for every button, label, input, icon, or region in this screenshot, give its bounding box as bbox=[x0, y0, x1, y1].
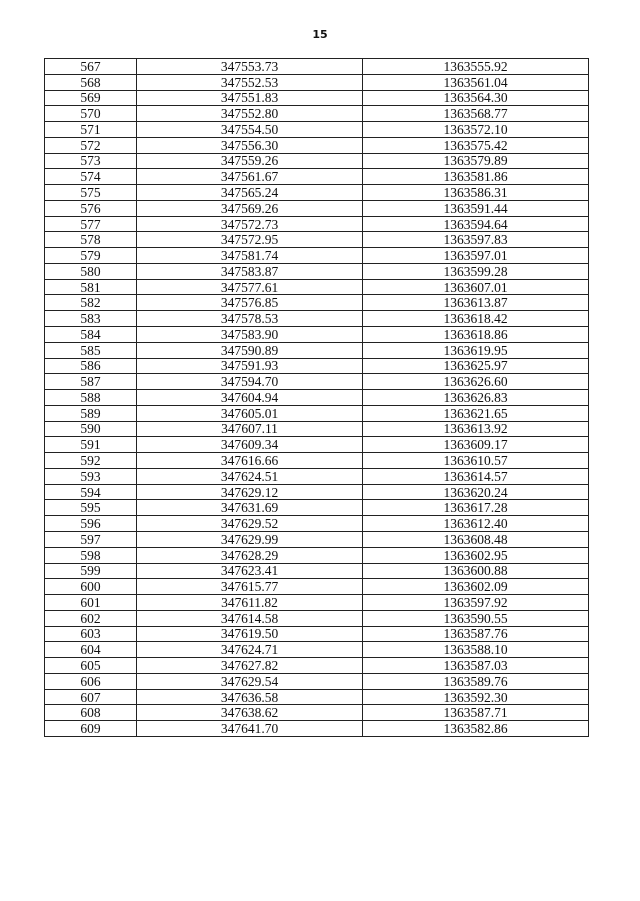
point-number-cell: 607 bbox=[45, 689, 137, 705]
table-row bbox=[45, 90, 589, 106]
y-coordinate-cell: 1363587.76 bbox=[363, 626, 589, 642]
x-coordinate-cell: 347576.85 bbox=[137, 295, 363, 311]
table-row bbox=[45, 626, 589, 642]
x-coordinate-cell: 347572.73 bbox=[137, 216, 363, 232]
point-number-cell: 609 bbox=[45, 721, 137, 737]
y-coordinate-cell: 1363579.89 bbox=[363, 153, 589, 169]
point-number-cell: 597 bbox=[45, 531, 137, 547]
x-coordinate-cell: 347624.71 bbox=[137, 642, 363, 658]
y-coordinate-cell: 1363582.86 bbox=[363, 721, 589, 737]
y-coordinate-cell: 1363610.57 bbox=[363, 453, 589, 469]
y-coordinate-cell: 1363591.44 bbox=[363, 200, 589, 216]
x-coordinate-cell: 347611.82 bbox=[137, 595, 363, 611]
y-coordinate-cell: 1363602.09 bbox=[363, 579, 589, 595]
table-row bbox=[45, 405, 589, 421]
y-coordinate-cell: 1363590.55 bbox=[363, 610, 589, 626]
y-coordinate-cell: 1363555.92 bbox=[363, 59, 589, 75]
table-row bbox=[45, 579, 589, 595]
x-coordinate-cell: 347638.62 bbox=[137, 705, 363, 721]
y-coordinate-cell: 1363594.64 bbox=[363, 216, 589, 232]
y-coordinate-cell: 1363617.28 bbox=[363, 500, 589, 516]
x-coordinate-cell: 347552.80 bbox=[137, 106, 363, 122]
y-coordinate-cell: 1363614.57 bbox=[363, 468, 589, 484]
table-row bbox=[45, 421, 589, 437]
y-coordinate-cell: 1363587.71 bbox=[363, 705, 589, 721]
point-number-cell: 573 bbox=[45, 153, 137, 169]
x-coordinate-cell: 347629.54 bbox=[137, 673, 363, 689]
x-coordinate-cell: 347627.82 bbox=[137, 658, 363, 674]
table-row bbox=[45, 153, 589, 169]
y-coordinate-cell: 1363602.95 bbox=[363, 547, 589, 563]
coordinates-table-body bbox=[45, 59, 589, 737]
x-coordinate-cell: 347629.12 bbox=[137, 484, 363, 500]
x-coordinate-cell: 347554.50 bbox=[137, 122, 363, 138]
x-coordinate-cell: 347615.77 bbox=[137, 579, 363, 595]
y-coordinate-cell: 1363626.60 bbox=[363, 374, 589, 390]
point-number-cell: 598 bbox=[45, 547, 137, 563]
x-coordinate-cell: 347572.95 bbox=[137, 232, 363, 248]
point-number-cell: 604 bbox=[45, 642, 137, 658]
x-coordinate-cell: 347590.89 bbox=[137, 342, 363, 358]
y-coordinate-cell: 1363609.17 bbox=[363, 437, 589, 453]
x-coordinate-cell: 347614.58 bbox=[137, 610, 363, 626]
point-number-cell: 605 bbox=[45, 658, 137, 674]
table-row bbox=[45, 263, 589, 279]
y-coordinate-cell: 1363572.10 bbox=[363, 122, 589, 138]
x-coordinate-cell: 347578.53 bbox=[137, 311, 363, 327]
point-number-cell: 600 bbox=[45, 579, 137, 595]
x-coordinate-cell: 347581.74 bbox=[137, 248, 363, 264]
table-row bbox=[45, 658, 589, 674]
x-coordinate-cell: 347551.83 bbox=[137, 90, 363, 106]
point-number-cell: 577 bbox=[45, 216, 137, 232]
x-coordinate-cell: 347604.94 bbox=[137, 390, 363, 406]
table-row bbox=[45, 484, 589, 500]
point-number-cell: 592 bbox=[45, 453, 137, 469]
y-coordinate-cell: 1363619.95 bbox=[363, 342, 589, 358]
point-number-cell: 575 bbox=[45, 185, 137, 201]
point-number-cell: 570 bbox=[45, 106, 137, 122]
x-coordinate-cell: 347565.24 bbox=[137, 185, 363, 201]
x-coordinate-cell: 347561.67 bbox=[137, 169, 363, 185]
x-coordinate-cell: 347619.50 bbox=[137, 626, 363, 642]
y-coordinate-cell: 1363620.24 bbox=[363, 484, 589, 500]
x-coordinate-cell: 347577.61 bbox=[137, 279, 363, 295]
table-row bbox=[45, 705, 589, 721]
point-number-cell: 572 bbox=[45, 137, 137, 153]
y-coordinate-cell: 1363600.88 bbox=[363, 563, 589, 579]
x-coordinate-cell: 347629.99 bbox=[137, 531, 363, 547]
table-row bbox=[45, 374, 589, 390]
table-row bbox=[45, 673, 589, 689]
table-row bbox=[45, 516, 589, 532]
point-number-cell: 578 bbox=[45, 232, 137, 248]
point-number-cell: 579 bbox=[45, 248, 137, 264]
point-number-cell: 608 bbox=[45, 705, 137, 721]
table-row bbox=[45, 169, 589, 185]
y-coordinate-cell: 1363613.92 bbox=[363, 421, 589, 437]
x-coordinate-cell: 347594.70 bbox=[137, 374, 363, 390]
y-coordinate-cell: 1363588.10 bbox=[363, 642, 589, 658]
y-coordinate-cell: 1363599.28 bbox=[363, 263, 589, 279]
point-number-cell: 595 bbox=[45, 500, 137, 516]
table-row bbox=[45, 689, 589, 705]
point-number-cell: 567 bbox=[45, 59, 137, 75]
x-coordinate-cell: 347605.01 bbox=[137, 405, 363, 421]
x-coordinate-cell: 347569.26 bbox=[137, 200, 363, 216]
table-row bbox=[45, 295, 589, 311]
point-number-cell: 576 bbox=[45, 200, 137, 216]
point-number-cell: 568 bbox=[45, 74, 137, 90]
y-coordinate-cell: 1363607.01 bbox=[363, 279, 589, 295]
table-row bbox=[45, 327, 589, 343]
y-coordinate-cell: 1363597.92 bbox=[363, 595, 589, 611]
y-coordinate-cell: 1363608.48 bbox=[363, 531, 589, 547]
table-row bbox=[45, 232, 589, 248]
point-number-cell: 591 bbox=[45, 437, 137, 453]
table-row bbox=[45, 342, 589, 358]
table-row bbox=[45, 563, 589, 579]
point-number-cell: 599 bbox=[45, 563, 137, 579]
x-coordinate-cell: 347623.41 bbox=[137, 563, 363, 579]
table-row bbox=[45, 106, 589, 122]
y-coordinate-cell: 1363612.40 bbox=[363, 516, 589, 532]
table-row bbox=[45, 453, 589, 469]
point-number-cell: 588 bbox=[45, 390, 137, 406]
table-row bbox=[45, 74, 589, 90]
table-row bbox=[45, 610, 589, 626]
x-coordinate-cell: 347559.26 bbox=[137, 153, 363, 169]
x-coordinate-cell: 347552.53 bbox=[137, 74, 363, 90]
table-row bbox=[45, 642, 589, 658]
table-row bbox=[45, 595, 589, 611]
point-number-cell: 603 bbox=[45, 626, 137, 642]
table-row bbox=[45, 311, 589, 327]
point-number-cell: 571 bbox=[45, 122, 137, 138]
x-coordinate-cell: 347556.30 bbox=[137, 137, 363, 153]
y-coordinate-cell: 1363561.04 bbox=[363, 74, 589, 90]
point-number-cell: 590 bbox=[45, 421, 137, 437]
x-coordinate-cell: 347636.58 bbox=[137, 689, 363, 705]
y-coordinate-cell: 1363626.83 bbox=[363, 390, 589, 406]
table-row bbox=[45, 279, 589, 295]
point-number-cell: 601 bbox=[45, 595, 137, 611]
coordinates-table bbox=[44, 58, 589, 737]
y-coordinate-cell: 1363586.31 bbox=[363, 185, 589, 201]
table-row bbox=[45, 216, 589, 232]
y-coordinate-cell: 1363618.42 bbox=[363, 311, 589, 327]
point-number-cell: 583 bbox=[45, 311, 137, 327]
y-coordinate-cell: 1363564.30 bbox=[363, 90, 589, 106]
y-coordinate-cell: 1363592.30 bbox=[363, 689, 589, 705]
x-coordinate-cell: 347641.70 bbox=[137, 721, 363, 737]
point-number-cell: 596 bbox=[45, 516, 137, 532]
table-row bbox=[45, 248, 589, 264]
y-coordinate-cell: 1363618.86 bbox=[363, 327, 589, 343]
y-coordinate-cell: 1363597.83 bbox=[363, 232, 589, 248]
x-coordinate-cell: 347583.87 bbox=[137, 263, 363, 279]
table-row bbox=[45, 137, 589, 153]
point-number-cell: 589 bbox=[45, 405, 137, 421]
point-number-cell: 586 bbox=[45, 358, 137, 374]
table-row bbox=[45, 468, 589, 484]
point-number-cell: 585 bbox=[45, 342, 137, 358]
table-row bbox=[45, 59, 589, 75]
point-number-cell: 582 bbox=[45, 295, 137, 311]
table-row bbox=[45, 185, 589, 201]
table-row bbox=[45, 547, 589, 563]
x-coordinate-cell: 347631.69 bbox=[137, 500, 363, 516]
table-row bbox=[45, 390, 589, 406]
x-coordinate-cell: 347553.73 bbox=[137, 59, 363, 75]
point-number-cell: 602 bbox=[45, 610, 137, 626]
y-coordinate-cell: 1363568.77 bbox=[363, 106, 589, 122]
table-row bbox=[45, 721, 589, 737]
x-coordinate-cell: 347609.34 bbox=[137, 437, 363, 453]
table-row bbox=[45, 358, 589, 374]
point-number-cell: 581 bbox=[45, 279, 137, 295]
point-number-cell: 593 bbox=[45, 468, 137, 484]
x-coordinate-cell: 347591.93 bbox=[137, 358, 363, 374]
point-number-cell: 606 bbox=[45, 673, 137, 689]
y-coordinate-cell: 1363581.86 bbox=[363, 169, 589, 185]
point-number-cell: 587 bbox=[45, 374, 137, 390]
point-number-cell: 580 bbox=[45, 263, 137, 279]
x-coordinate-cell: 347583.90 bbox=[137, 327, 363, 343]
table-row bbox=[45, 531, 589, 547]
page-number: 15 bbox=[312, 28, 328, 41]
x-coordinate-cell: 347607.11 bbox=[137, 421, 363, 437]
y-coordinate-cell: 1363613.87 bbox=[363, 295, 589, 311]
y-coordinate-cell: 1363621.65 bbox=[363, 405, 589, 421]
table-row bbox=[45, 437, 589, 453]
table-row bbox=[45, 200, 589, 216]
y-coordinate-cell: 1363587.03 bbox=[363, 658, 589, 674]
x-coordinate-cell: 347624.51 bbox=[137, 468, 363, 484]
table-row bbox=[45, 500, 589, 516]
x-coordinate-cell: 347616.66 bbox=[137, 453, 363, 469]
y-coordinate-cell: 1363597.01 bbox=[363, 248, 589, 264]
y-coordinate-cell: 1363575.42 bbox=[363, 137, 589, 153]
x-coordinate-cell: 347629.52 bbox=[137, 516, 363, 532]
point-number-cell: 594 bbox=[45, 484, 137, 500]
point-number-cell: 569 bbox=[45, 90, 137, 106]
point-number-cell: 574 bbox=[45, 169, 137, 185]
table-row bbox=[45, 122, 589, 138]
point-number-cell: 584 bbox=[45, 327, 137, 343]
y-coordinate-cell: 1363625.97 bbox=[363, 358, 589, 374]
x-coordinate-cell: 347628.29 bbox=[137, 547, 363, 563]
y-coordinate-cell: 1363589.76 bbox=[363, 673, 589, 689]
